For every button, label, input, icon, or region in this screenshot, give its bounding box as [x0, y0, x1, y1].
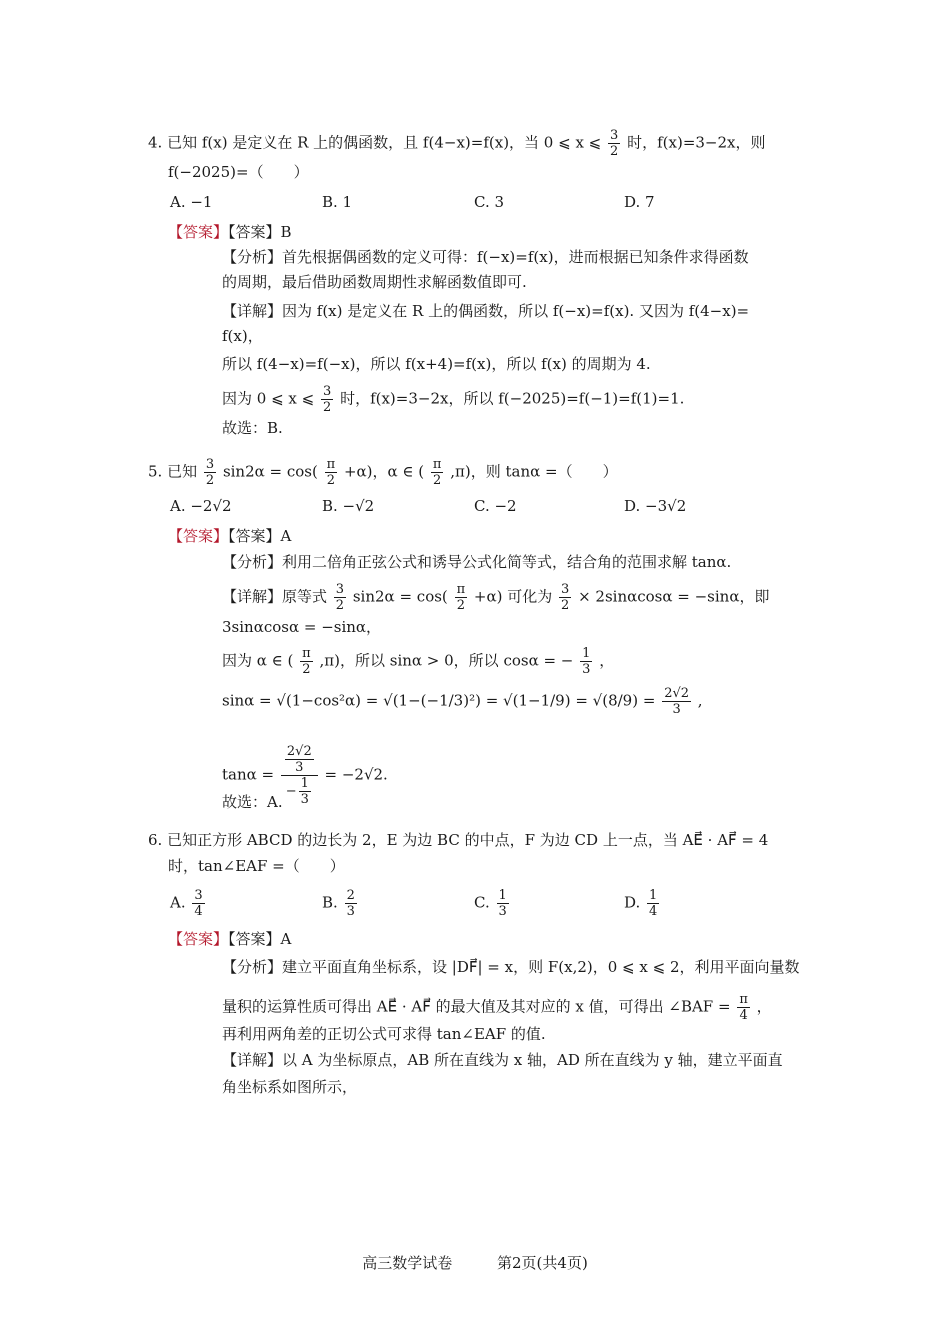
- q4-detail-2: f(x)，: [222, 327, 263, 345]
- q5-option-c: C. −2: [474, 497, 517, 515]
- fraction: $\frac{1}{3}$: [300, 776, 309, 807]
- fraction: $\frac{2√2}{3}$ − $\frac{1}{3}$: [281, 744, 318, 807]
- q5-detail-3: 因为 α ∈ ( $\frac{\pi}{2}$ ,π)，所以 sinα > 0，所以 cosα = − $\frac{1}{3}$ ，: [222, 646, 615, 677]
- q5-detail-5: tanα = $\frac{2√2}{3}$ − $\frac{1}{3}$ = −2√2.: [222, 744, 388, 807]
- fraction: $\frac{\pi}{2}$: [302, 646, 311, 677]
- fraction: $\frac{\pi}{4}$: [739, 992, 748, 1023]
- fraction: $\frac{3}{2}$: [205, 457, 215, 488]
- q4-option-d: D. 7: [624, 193, 655, 211]
- fraction: $\frac{1}{3}$: [582, 646, 591, 677]
- q4-option-a: A. −1: [170, 193, 213, 211]
- q4-detail-1: 【详解】因为 f(x) 是定义在 R 上的偶函数，所以 f(−x)=f(x). 又因为 f(4−x)=: [222, 302, 750, 320]
- q6-option-b: B. $\frac{2}{3}$: [322, 888, 355, 919]
- q6-option-d: D. $\frac{1}{4}$: [624, 888, 658, 919]
- q5-answer: 【答案】【答案】A: [168, 527, 292, 545]
- fraction: $\frac{3}{2}$: [323, 384, 332, 415]
- q4-option-c: C. 3: [474, 193, 505, 211]
- q6-option-c: C. $\frac{1}{3}$: [474, 888, 507, 919]
- q5-detail-4: sinα = √(1−cos²α) = √(1−(−1/3)²) = √(1−1/9) = √(8/9) = $\frac{2√2}{3}$ ,: [222, 686, 703, 717]
- q6-option-a: A. $\frac{3}{4}$: [170, 888, 203, 919]
- q5-detail-2: 3sinαcosα = −sinα，: [222, 618, 382, 636]
- q5-option-b: B. −√2: [322, 497, 375, 515]
- q4-analysis-2: 的周期，最后借助函数周期性求解函数值即可.: [222, 273, 527, 291]
- q5-choose: 故选：A.: [222, 793, 283, 811]
- fraction: $\frac{\pi}{2}$: [432, 457, 442, 488]
- q6-stem-2: 时，tan∠EAF =（ ）: [168, 857, 345, 875]
- q5-analysis: 【分析】利用二倍角正弦公式和诱导公式化简等式，结合角的范围求解 tanα.: [222, 553, 732, 571]
- q5-option-a: A. −2√2: [170, 497, 232, 515]
- q5-option-d: D. −3√2: [624, 497, 687, 515]
- fraction: $\frac{\pi}{2}$: [326, 457, 336, 488]
- fraction: $\frac{3}{2}$: [335, 582, 345, 613]
- q6-analysis-2: 量积的运算性质可得出 AE⃗ · AF⃗ 的最大值及其对应的 x 值，可得出 ∠BAF = $\frac{\pi}{4}$ ，: [222, 992, 772, 1023]
- q4-detail-3: 所以 f(4−x)=f(−x)，所以 f(x+4)=f(x)，所以 f(x) 的周期为 4.: [222, 355, 651, 373]
- fraction: $\frac{3}{2}$: [610, 128, 619, 159]
- q4-analysis: 【分析】首先根据偶函数的定义可得：f(−x)=f(x)，进而根据已知条件求得函数: [222, 248, 749, 266]
- q4-stem-line2: f(−2025)=（ ）: [168, 163, 309, 181]
- q6-answer: 【答案】【答案】A: [168, 930, 292, 948]
- q5-stem: 5. 已知 $\frac{3}{2}$ sin2α = cos( $\frac{\pi}{2}$ +α)，α ∈ ( $\frac{\pi}{2}$ ,π)，则 tanα =（ ）: [148, 457, 618, 488]
- q4-answer: 【答案】【答案】B: [168, 223, 292, 241]
- fraction: $\frac{3}{2}$: [561, 582, 570, 613]
- fraction: $\frac{\pi}{2}$: [456, 582, 466, 613]
- q6-analysis-1: 【分析】建立平面直角坐标系，设 |DF⃗| = x，则 F(x,2)，0 ⩽ x ⩽ 2，利用平面向量数: [222, 958, 800, 976]
- fraction: $\frac{2}{3}$: [346, 888, 355, 919]
- fraction: $\frac{3}{4}$: [194, 888, 203, 919]
- fraction: $\frac{2√2}{3}$: [664, 686, 690, 717]
- q6-detail-1: 【详解】以 A 为坐标原点，AB 所在直线为 x 轴，AD 所在直线为 y 轴，建立平面直: [222, 1051, 783, 1069]
- fraction: $\frac{1}{3}$: [498, 888, 507, 919]
- q4-stem-line1: 4. 已知 f(x) 是定义在 R 上的偶函数，且 f(4−x)=f(x)，当 0 ⩽ x ⩽ $\frac{3}{2}$ 时，f(x)=3−2x，则: [148, 128, 766, 159]
- fraction: $\frac{1}{4}$: [649, 888, 658, 919]
- page-footer: [0, 1252, 950, 1273]
- q6-detail-2: 角坐标系如图所示，: [222, 1078, 358, 1096]
- q5-detail-1: 【详解】原等式 $\frac{3}{2}$ sin2α = cos( $\frac{\pi}{2}$ +α) 可化为 $\frac{3}{2}$ × 2sinαcosα = −sinα，即: [222, 582, 770, 613]
- q4-detail-4: 因为 0 ⩽ x ⩽ $\frac{3}{2}$ 时，f(x)=3−2x，所以 f(−2025)=f(−1)=f(1)=1.: [222, 384, 685, 415]
- fraction: $\frac{2√2}{3}$: [286, 744, 312, 775]
- footer-page-number: 第2页(共4页): [497, 1254, 588, 1272]
- q4-choose: 故选：B.: [222, 419, 283, 437]
- q6-analysis-3: 再利用两角差的正切公式可求得 tan∠EAF 的值.: [222, 1025, 546, 1043]
- q6-stem-1: 6. 已知正方形 ABCD 的边长为 2，E 为边 BC 的中点，F 为边 CD 上一点，当 AE⃗ · AF⃗ = 4: [148, 831, 769, 849]
- q4-option-b: B. 1: [322, 193, 353, 211]
- footer-subject: 高三数学试卷: [362, 1254, 453, 1272]
